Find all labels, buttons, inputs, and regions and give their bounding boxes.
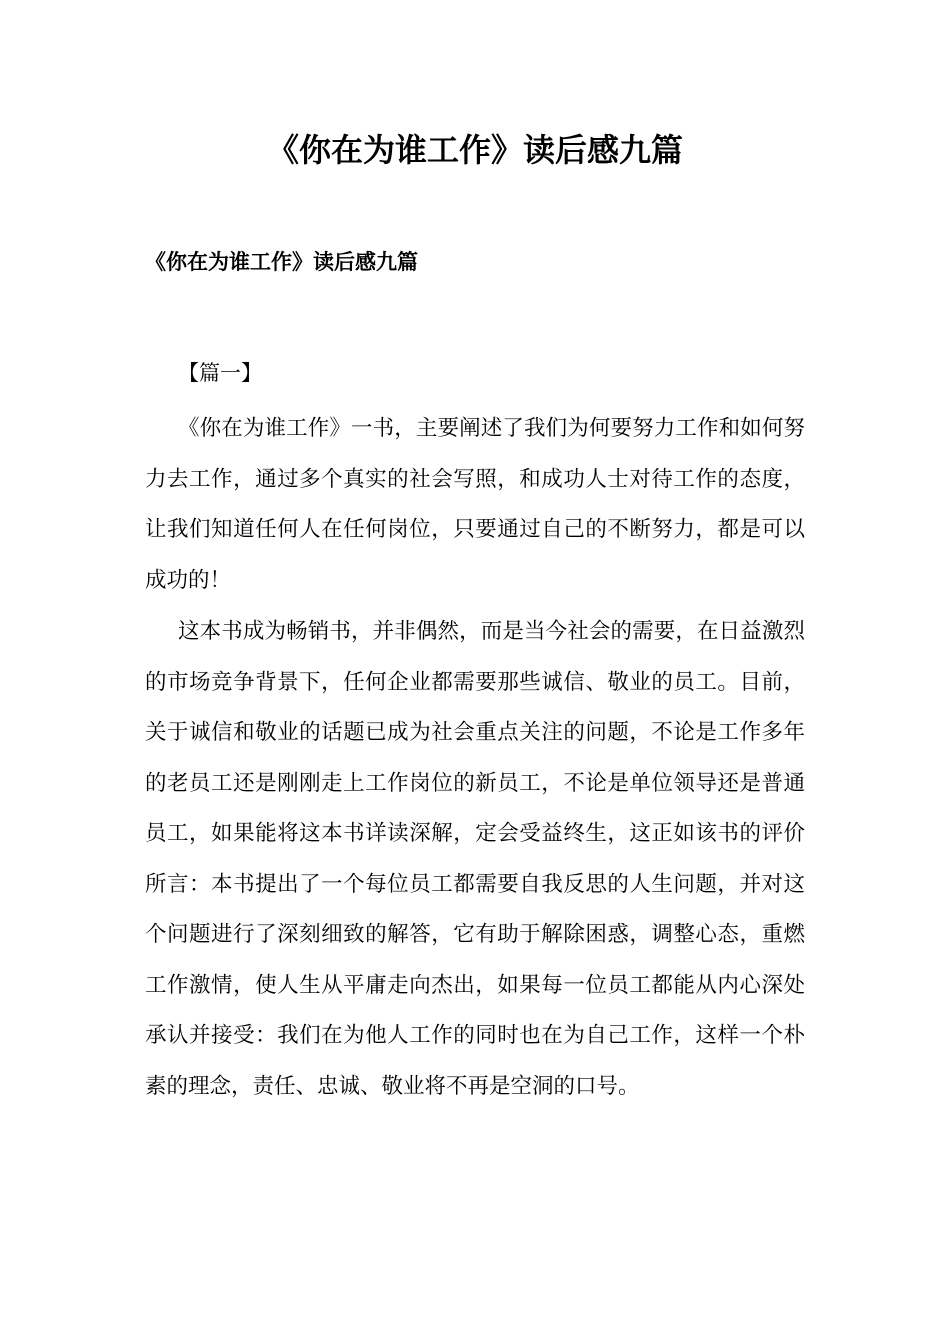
body-paragraph-1: 《你在为谁工作》一书，主要阐述了我们为何要努力工作和如何努力去工作，通过多个真实的社会写照，和成功人士对待工作的态度，让我们知道任何人在任何岗位，只要通过自己的不断努力，都是可以成功的！ [145, 416, 805, 593]
section-label: 【篇一】 [178, 361, 262, 385]
body-paragraph-2: 这本书成为畅销书，并非偶然，而是当今社会的需要，在日益激烈的市场竞争背景下，任何企业都需要那些诚信、敬业的员工。目前，关于诚信和敬业的话题已成为社会重点关注的问题，不论是工作多年的老员工还是刚刚走上工作岗位的新员工，不论是单位领导还是普通员工，如果能将这本书详读深解，定会受益终生，这正如该书的评价所言：本书提出了一个每位员工都需要自我反思的人生问题，并对这个问题进行了深刻细致的解答，它有助于解除困惑，调整心态，重燃工作激情，使人生从平庸走向杰出，如果每一位员工都能从内心深处承认并接受：我们在为他人工作的同时也在为自己工作，这样一个朴素的理念，责任、忠诚、敬业将不再是空洞的口号。 [145, 619, 805, 1099]
document-title: 《你在为谁工作》读后感九篇 [266, 131, 683, 169]
document-subtitle: 《你在为谁工作》读后感九篇 [145, 250, 418, 274]
